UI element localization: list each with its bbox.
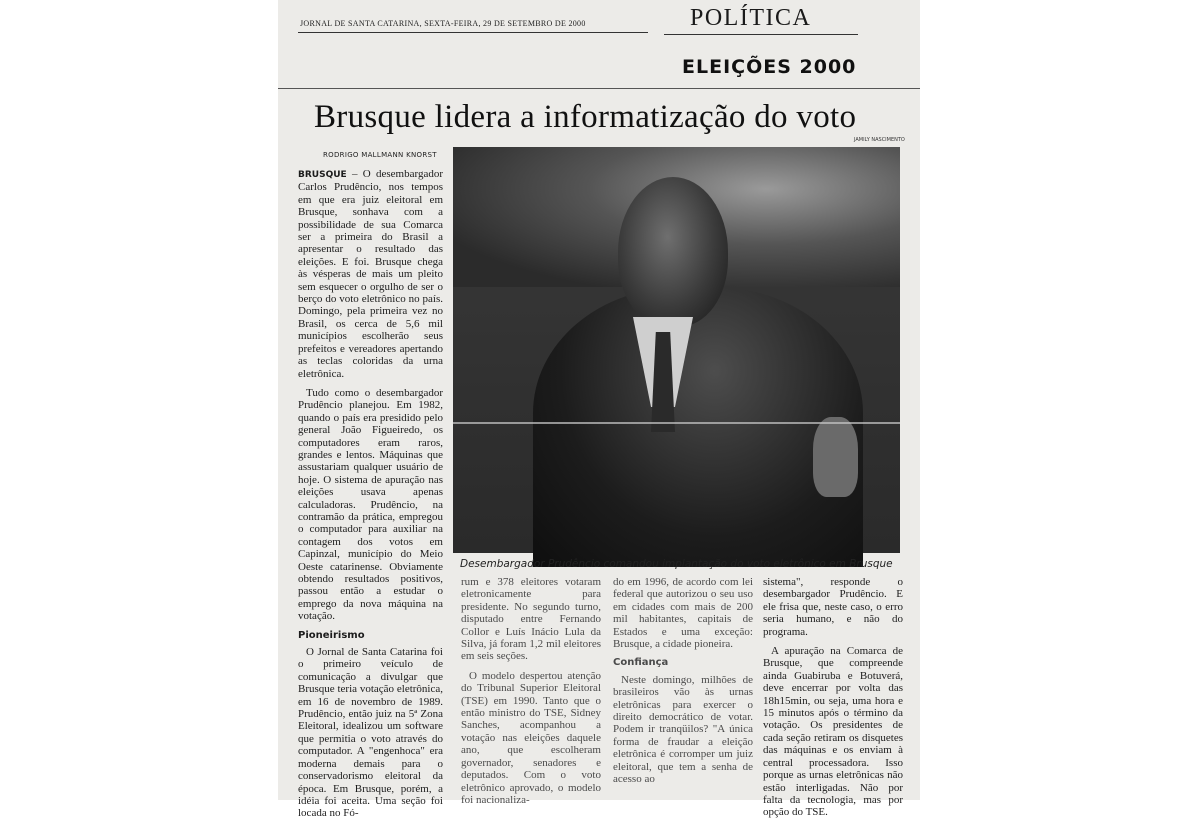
paragraph: Tudo como o desembargador Prudêncio planejou. Em 1982, quando o país era presidido pelo general João Figueiredo, os computadores eram raros, grandes e lentos. Máquinas que assustariam qualquer usuário de hoje. O sistema de apuração nas eleições usava apenas calculadoras. Prudêncio, na contramão da prática, empregou o computador para auxiliar na contagem dos votos em Capinzal, município do Meio Oeste catarinense. Obviamente obtendo resultados positivos, passou então a estudar o emprego da nova máquina na votação.: [298, 386, 443, 623]
paragraph: do em 1996, de acordo com lei federal que autorizou o seu uso em cidades com mais de 200 mil habitantes, capitais de Estados e uma exceção: Brusque, a cidade pioneira.: [613, 576, 753, 651]
masthead-line: JORNAL DE SANTA CATARINA, SEXTA-FEIRA, 29 DE SETEMBRO DE 2000: [300, 19, 586, 28]
lead-word: BRUSQUE: [298, 170, 347, 180]
paragraph: BRUSQUE – O desembargador Carlos Prudêncio, nos tempos em que era juiz eleitoral em Brusque, sonhava com a possibilidade de sua Comarca ser a primeira do Brasil a apresentar o resultado das eleições. E foi. Brusque chega às vésperas de mais um pleito sem esquecer o orgulho de ser o berço do voto eletrônico no país. Domingo, pela primeira vez no Brasil, os cerca de 5,6 mil municípios escolherão seus prefeitos e vereadores apertando as teclas coloridas da urna eletrônica.: [298, 168, 443, 380]
byline: RODRIGO MALLMANN KNORST: [323, 151, 437, 159]
photo-credit: JAMILY NASCIMENTO: [854, 137, 905, 143]
header-rule: [298, 32, 648, 33]
paragraph: Neste domingo, milhões de brasileiros vão às urnas eletrônicas para exercer o direito democrático de votar. Podem ir tranqüilos? "A única forma de fraudar a eleição eletrônica é corromper um juiz eleitoral, que tem a senha de acesso ao: [613, 673, 753, 786]
paragraph: sistema", responde o desembargador Prudêncio. E ele frisa que, neste caso, o erro seria humano, e não do programa.: [763, 576, 903, 638]
paragraph: O Jornal de Santa Catarina foi o primeiro veículo de comunicação a divulgar que Brusque teria votação eletrônica, em 16 de novembro de 1989. Prudêncio, então juiz na 5ª Zona Eleitoral, idealizou um software que permitia o voto através do computador. A "engenhoca" era moderna demais para o conservadorismo eleitoral da época. Em Brusque, porém, a idéia foi aceita. Uma seção foi locada no Fó-: [298, 646, 443, 820]
column-1: [298, 168, 443, 827]
subhead-confianca: Confiança: [613, 657, 669, 669]
paragraph: A apuração na Comarca de Brusque, que compreende ainda Guabiruba e Botuverá, deve encerrar por volta das 18h15min, ou seja, uma hora e 15 minutos após o término da votação. Os presidentes de cada seção retiram os disquetes das máquinas e os enviam à central processadora. Isso porque as urnas eletrônicas não estão interligadas. Não por falta da tecnologia, mas por opção do TSE.: [763, 645, 903, 819]
section-rule: [664, 34, 858, 35]
column-4: [763, 576, 903, 826]
section-title: POLÍTICA: [690, 5, 812, 31]
kicker: ELEIÇÕES 2000: [682, 56, 857, 78]
headline: Brusque lidera a informatização do voto: [314, 99, 857, 135]
column-3: [613, 576, 753, 793]
article-photo: [453, 147, 900, 553]
subhead-pioneirismo: Pioneirismo: [298, 629, 365, 641]
column-2: [461, 576, 601, 813]
paragraph: O modelo despertou atenção do Tribunal Superior Eleitoral (TSE) em 1990. Tanto que o então ministro do TSE, Sidney Sanches, acompanhou a votação nas eleições daquele ano, que escolheram governador, senadores e deputados. Com o voto eletrônico aprovado, o modelo foi nacionaliza-: [461, 669, 601, 806]
headline-rule: [278, 88, 920, 89]
newspaper-page: [278, 0, 920, 820]
photo-caption: Desembargador Prudêncio comandou implantação do voto eletrônico em Brusque: [460, 558, 893, 570]
paragraph: rum e 378 eleitores votaram eletronicamente para presidente. No segundo turno, disputado entre Fernando Collor e Luís Inácio Lula da Silva, já foram 1,2 mil eleitores em seis seções.: [461, 576, 601, 663]
